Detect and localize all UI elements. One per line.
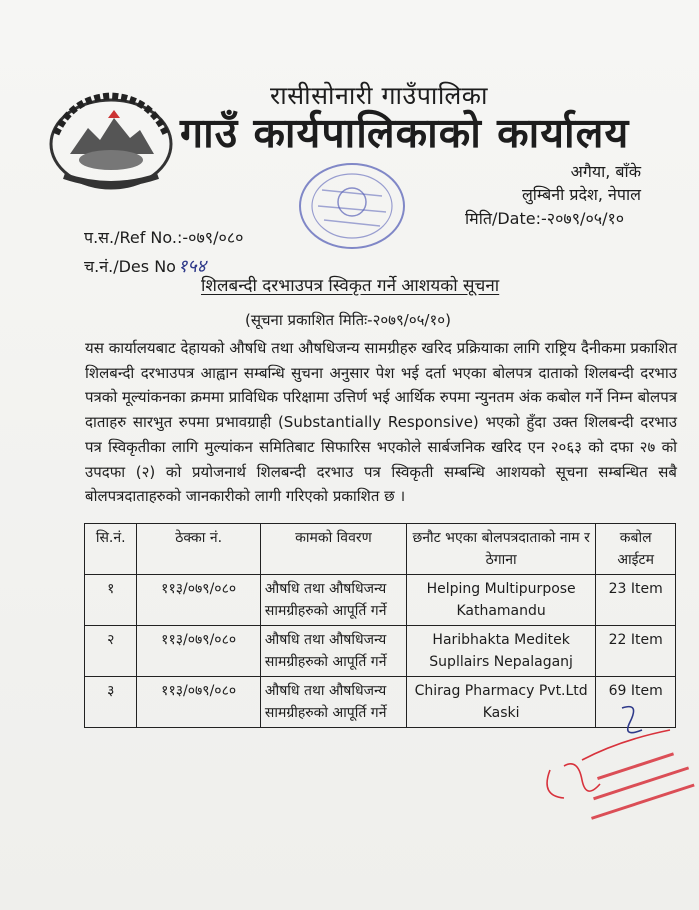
published-date: (सूचना प्रकाशित मितिः-२०७९/०५/१०) — [245, 311, 451, 329]
col-items: कबोल आईटम — [596, 524, 676, 575]
cell-items: 23 Item — [596, 575, 676, 626]
dispatch-label: च.नं./Des No — [84, 257, 176, 276]
cell-bidder: Helping Multipurpose Kathamandu — [406, 575, 595, 626]
office-stamp-icon — [296, 160, 408, 252]
cell-desc: औषधि तथा औषधिजन्य सामग्रीहरुको आपूर्ति गर्ने — [260, 626, 406, 677]
cell-bidder: Chirag Pharmacy Pvt.Ltd Kaski — [406, 677, 595, 728]
reference-number: प.स./Ref No.:-०७९/०८० — [84, 228, 244, 247]
col-contract: ठेक्का नं. — [137, 524, 260, 575]
notice-body: यस कार्यालयबाट देहायको औषधि तथा औषधिजन्य सामग्रीहरु खरिद प्रक्रियाका लागि राष्ट्रिय दैनीकमा प्रकाशित शिलबन्दी दरभाउपत्र आह्वान सम्बन्धि सुचना अनुसार पेश भई दर्ता भएका बोलपत्र दाताको शिलबन्दी दरभाउ पत्रको मूल्यांकनका क्रममा प्राविधिक परिक्षामा उत्तिर्ण भई आर्थिक रुपमा न्युनतम अंक कबोल गर्ने निम्न बोलपत्र दाताहरु सारभुत रुपमा प्रभावग्राही (Substantially Responsive) भएको हुँदा उक्त शिलबन्दी दरभाउ पत्र स्विकृतीका लागि मुल्यांकन समितिबाट सिफारिस भएकोले सार्बजनिक खरिद एन २०६३ को दफा २७ को उपदफा (२) को प्रयोजनार्थ शिलबन्दी दरभाउ पत्र स्विकृती सम्बन्धि आशयको सूचना सम्बन्धित सबै बोलपत्रदाताहरुको जानकारीको लागी गरिएको प्रकाशित छ । — [85, 339, 677, 506]
office-title: गाउँ कार्यपालिकाको कार्यालय — [180, 109, 630, 157]
table-row — [85, 626, 676, 677]
cell-serial: ३ — [85, 677, 137, 728]
notice-subject: शिलबन्दी दरभाउपत्र स्विकृत गर्ने आशयको सूचना — [201, 276, 500, 296]
table-row — [85, 575, 676, 626]
address-line-2: लुम्बिनी प्रदेश, नेपाल — [521, 185, 641, 204]
col-bidder: छनौट भएका बोलपत्रदाताको नाम र ठेगाना — [406, 524, 595, 575]
cell-bidder: Haribhakta Meditek Supllairs Nepalaganj — [406, 626, 595, 677]
signature-seal-icon — [530, 700, 699, 830]
cell-serial: २ — [85, 626, 137, 677]
cell-contract: ११३/०७९/०८० — [137, 677, 260, 728]
dispatch-number — [84, 254, 206, 278]
cell-items: 22 Item — [596, 626, 676, 677]
table-header-row — [85, 524, 676, 575]
col-work-desc: कामको विवरण — [260, 524, 406, 575]
address-line-1: अगैया, बाँके — [570, 162, 641, 181]
nepal-emblem-icon — [42, 88, 180, 196]
cell-serial: १ — [85, 575, 137, 626]
issue-date: मिति/Date:-२०७९/०५/१० — [465, 209, 625, 228]
municipality-name: रासीसोनारी गाउँपालिका — [270, 81, 488, 110]
col-serial: सि.नं. — [85, 524, 137, 575]
cell-contract: ११३/०७९/०८० — [137, 575, 260, 626]
selected-bidders-table — [84, 523, 676, 728]
cell-items: 69 Item — [596, 677, 676, 728]
cell-contract: ११३/०७९/०८० — [137, 626, 260, 677]
cell-desc: औषधि तथा औषधिजन्य सामग्रीहरुको आपूर्ति गर्ने — [260, 677, 406, 728]
dispatch-handwritten-number: १५४ — [177, 256, 207, 277]
cell-desc: औषधि तथा औषधिजन्य सामग्रीहरुको आपूर्ति गर्ने — [260, 575, 406, 626]
